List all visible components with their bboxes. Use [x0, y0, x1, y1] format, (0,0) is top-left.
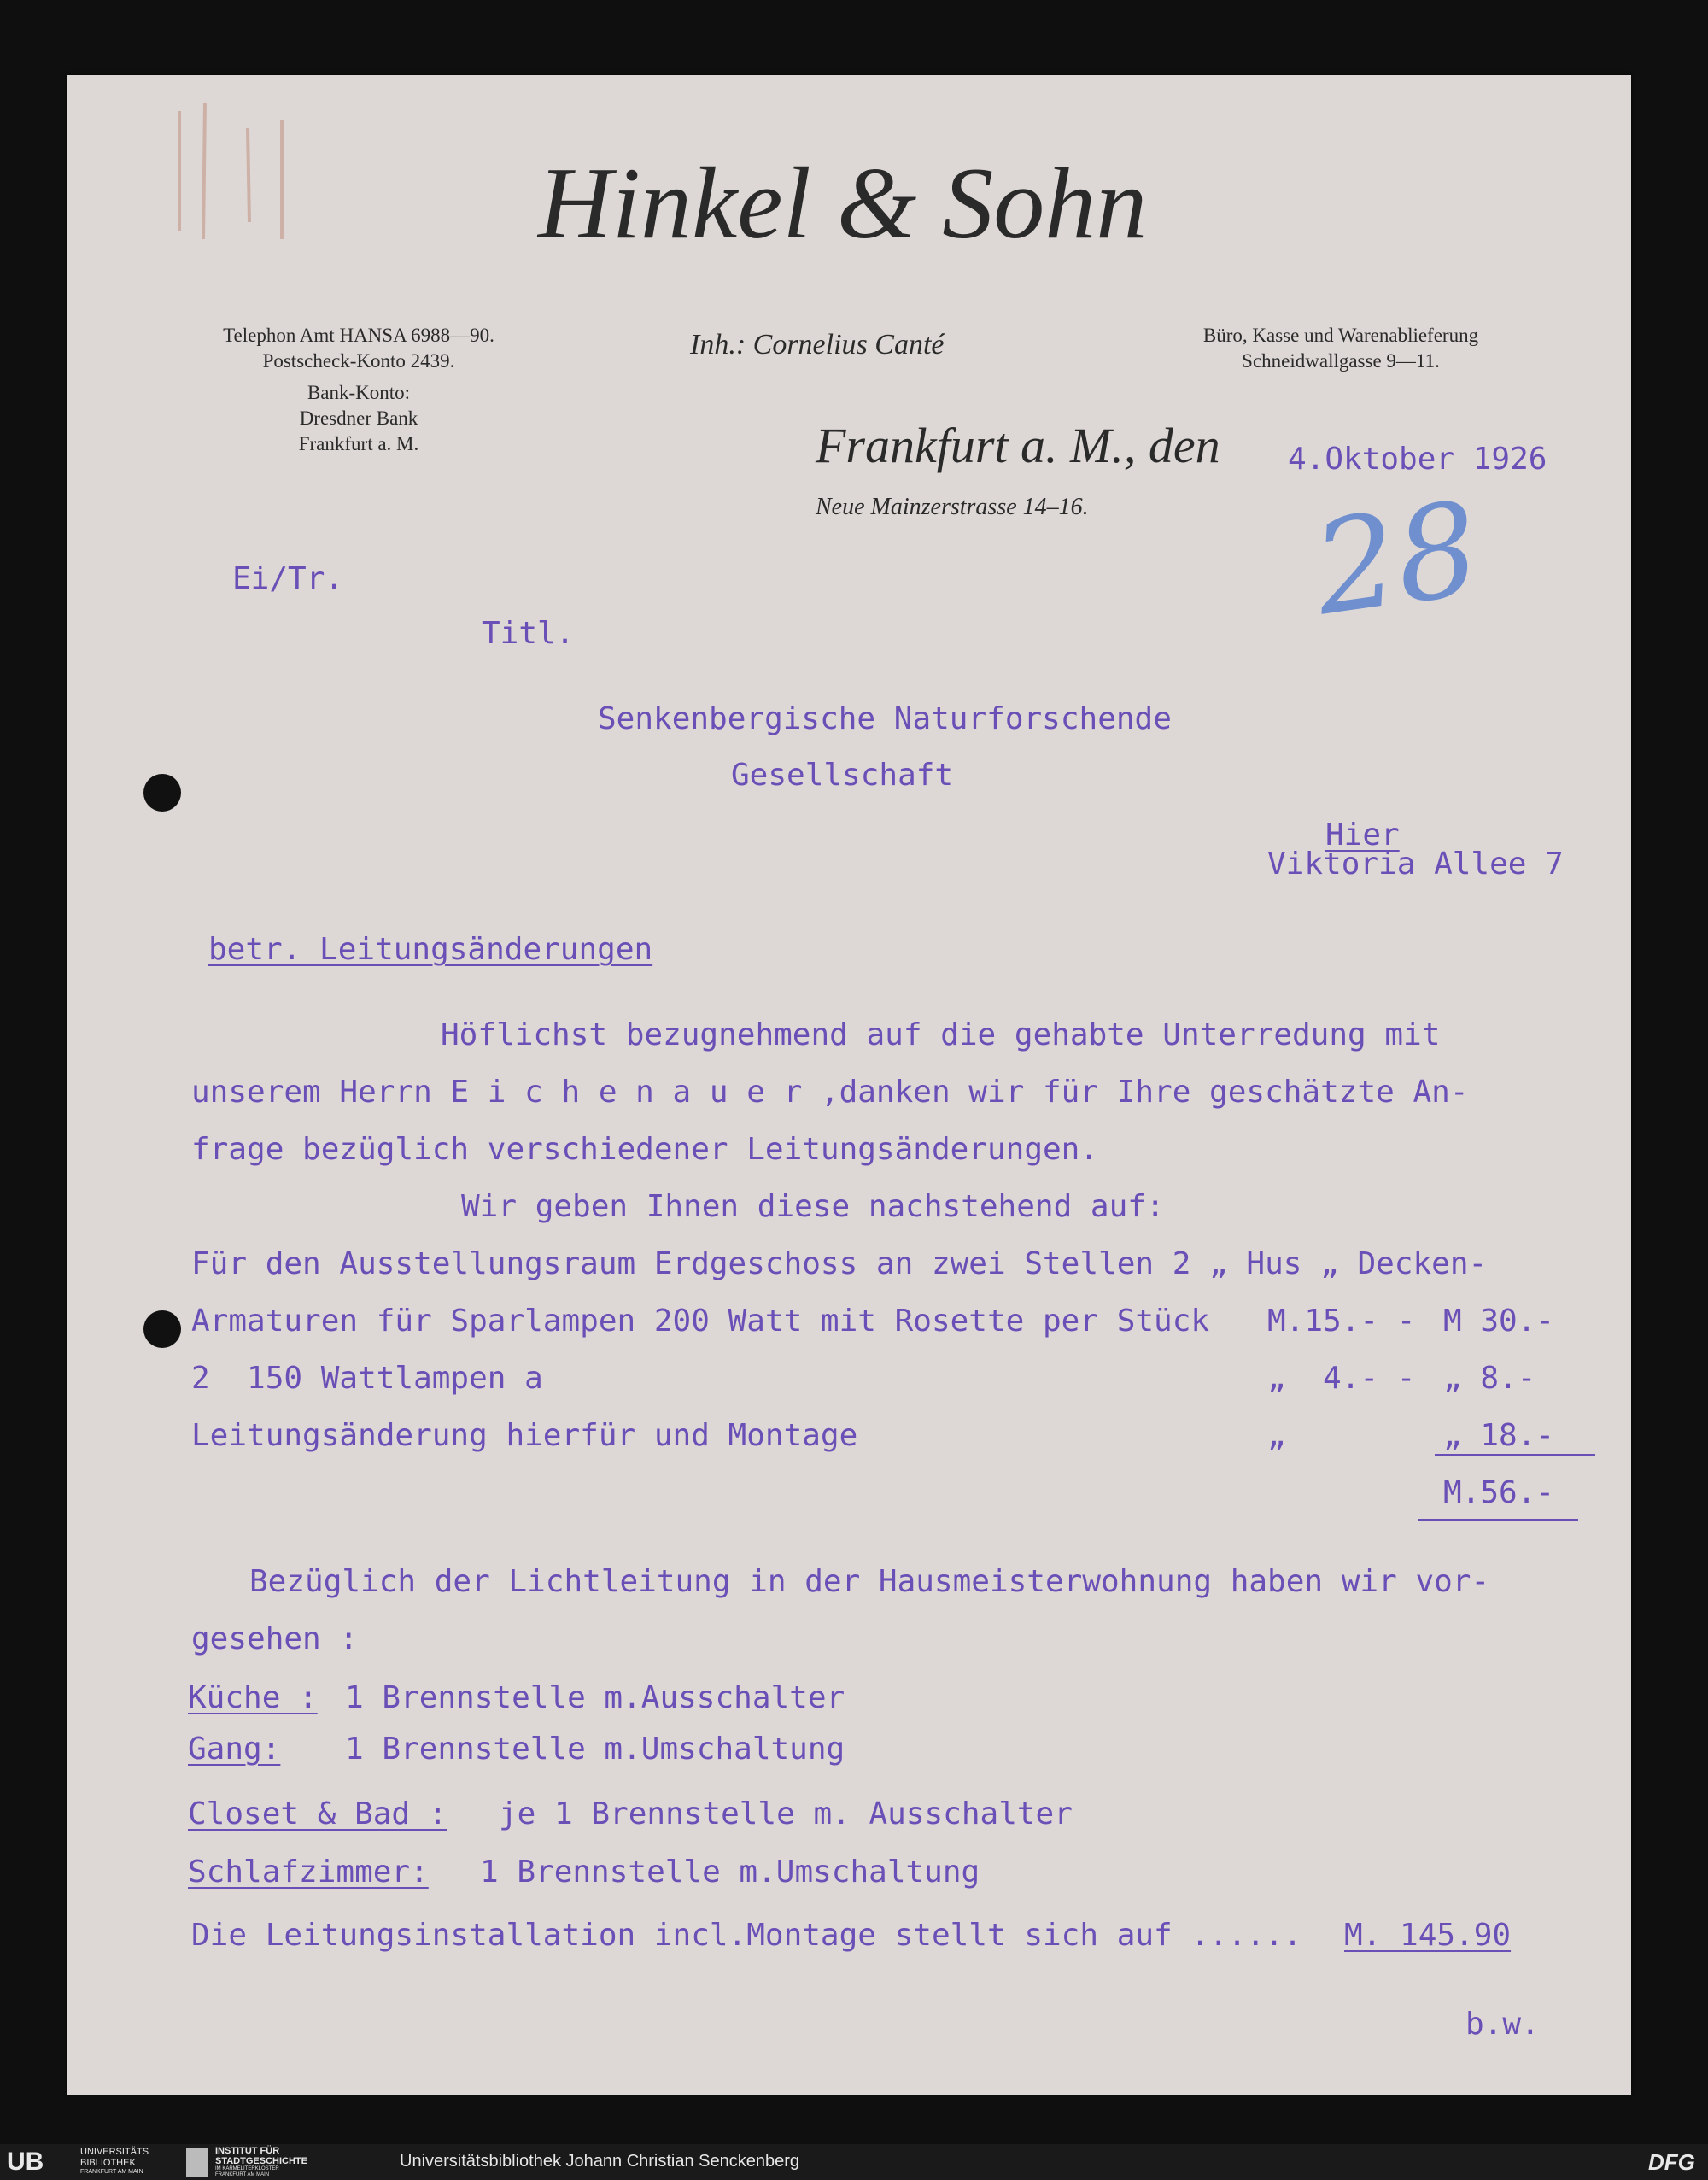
dfg-logo: DFG [1648, 2149, 1695, 2175]
sum-total: M.56.- [1443, 1475, 1555, 1510]
recipient-name: Senkenbergische Naturforschende [598, 701, 1172, 736]
street-line: Neue Mainzerstrasse 14–16. [816, 494, 1089, 520]
recipient-name-2: Gesellschaft [731, 758, 954, 793]
place-line: Frankfurt a. M., den [816, 418, 1220, 473]
punch-hole [143, 774, 181, 812]
final-text: Die Leitungsinstallation incl.Montage stellt sich auf ...... [191, 1918, 1302, 1953]
ub-logo: UB [7, 2148, 44, 2176]
library-name: Universitätsbibliothek Johann Christian Senckenberg [400, 2152, 800, 2171]
institute-logo-icon [186, 2148, 208, 2177]
salutation: Titl. [482, 616, 575, 651]
page-turn-note: b.w. [1465, 2007, 1540, 2042]
reference: Ei/Tr. [232, 561, 344, 596]
owner-line: Inh.: Cornelius Canté [690, 329, 945, 360]
sum-rule [1435, 1454, 1595, 1456]
sum-double-rule [1418, 1519, 1578, 1521]
subject-line: betr. Leitungsänderungen [208, 932, 653, 967]
final-amount: M. 145.90 [1344, 1918, 1512, 1953]
recipient-street: Viktoria Allee 7 [1267, 847, 1564, 882]
pencil-marks [154, 94, 325, 248]
body-paragraph-2: Wir geben Ihnen diese nachstehend auf: [461, 1189, 1165, 1224]
body-paragraph-3: Für den Ausstellungsraum Erdgeschoss an zwei Stellen 2 „ Hus „ Decken- [191, 1246, 1488, 1281]
handwritten-number: 28 [1305, 474, 1489, 645]
letter-date: 4.Oktober 1926 [1288, 442, 1547, 477]
punch-hole [143, 1310, 181, 1348]
company-logo: Hinkel & Sohn [538, 146, 1148, 260]
footer-bar: UB UNIVERSITÄTS BIBLIOTHEK FRANKFURT AM MAIN INSTITUT FÜR STADTGESCHICHTE IM KARMELITERKLOSTER FRANKFURT AM MAIN Universitätsbibliothek Johann Christian Senckenberg DFG [0, 2144, 1708, 2180]
recipient-city: Hier [1325, 818, 1400, 853]
